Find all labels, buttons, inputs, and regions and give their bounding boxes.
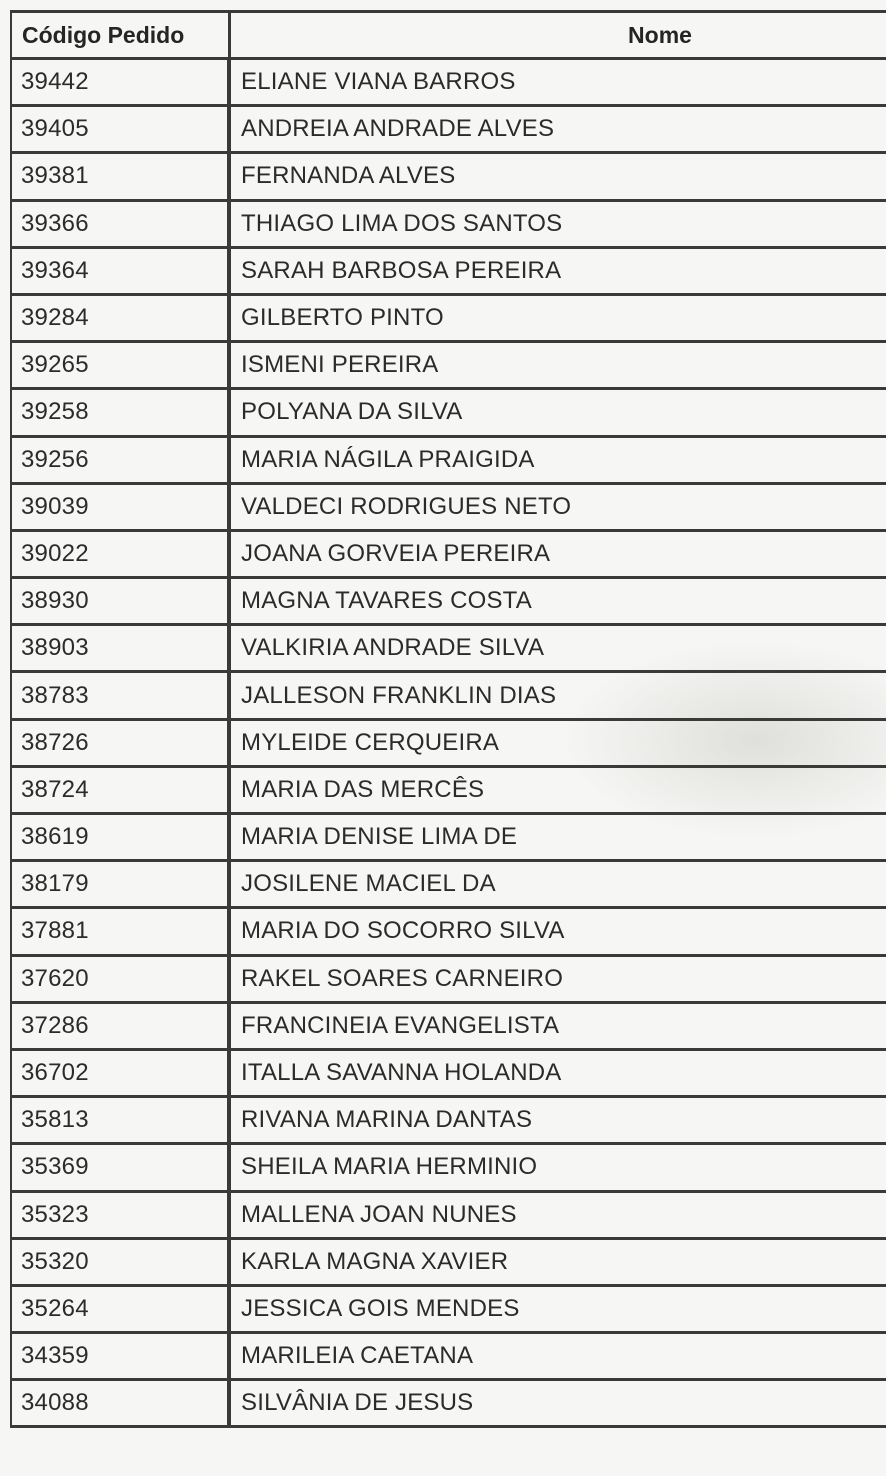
customer-name-cell: MARIA DO SOCORRO SILVA [229,908,886,955]
table-row [11,530,886,577]
customer-name-cell: JESSICA GOIS MENDES [229,1285,886,1332]
order-code-cell: 39284 [11,294,229,341]
table-row [11,672,886,719]
customer-name-cell: JALLESON FRANKLIN DIAS [229,672,886,719]
order-code-cell: 34088 [11,1380,229,1427]
order-code-cell: 37881 [11,908,229,955]
customer-name-cell: JOANA GORVEIA PEREIRA [229,530,886,577]
order-code-cell: 39442 [11,59,229,106]
order-code-cell: 39039 [11,483,229,530]
table-row [11,436,886,483]
table-body [11,59,886,1427]
customer-name-cell: FERNANDA ALVES [229,153,886,200]
table-row [11,719,886,766]
order-code-cell: 37286 [11,1002,229,1049]
order-code-cell: 39381 [11,153,229,200]
table-row [11,861,886,908]
customer-name-cell: POLYANA DA SILVA [229,389,886,436]
header-order-code: Código Pedido [11,12,229,59]
table-row [11,1380,886,1427]
customer-name-cell: MARILEIA CAETANA [229,1333,886,1380]
table-row [11,814,886,861]
customer-name-cell: SARAH BARBOSA PEREIRA [229,247,886,294]
table-row [11,1285,886,1332]
customer-name-cell: MALLENA JOAN NUNES [229,1191,886,1238]
order-code-cell: 35813 [11,1097,229,1144]
customer-name-cell: MYLEIDE CERQUEIRA [229,719,886,766]
customer-name-cell: VALDECI RODRIGUES NETO [229,483,886,530]
table-row [11,578,886,625]
customer-name-cell: FRANCINEIA EVANGELISTA [229,1002,886,1049]
customer-name-cell: RAKEL SOARES CARNEIRO [229,955,886,1002]
orders-table [10,10,886,1428]
table-row [11,106,886,153]
customer-name-cell: ITALLA SAVANNA HOLANDA [229,1049,886,1096]
customer-name-cell: MARIA NÁGILA PRAIGIDA [229,436,886,483]
order-code-cell: 35369 [11,1144,229,1191]
order-code-cell: 38619 [11,814,229,861]
customer-name-cell: ANDREIA ANDRADE ALVES [229,106,886,153]
customer-name-cell: GILBERTO PINTO [229,294,886,341]
order-code-cell: 39364 [11,247,229,294]
table-row [11,294,886,341]
customer-name-cell: MAGNA TAVARES COSTA [229,578,886,625]
order-code-cell: 36702 [11,1049,229,1096]
customer-name-cell: JOSILENE MACIEL DA [229,861,886,908]
order-code-cell: 39366 [11,200,229,247]
table-row [11,1002,886,1049]
order-code-cell: 38903 [11,625,229,672]
table-row [11,766,886,813]
order-code-cell: 39256 [11,436,229,483]
header-row [11,12,886,59]
table-row [11,625,886,672]
header-name: Nome [229,12,886,59]
table-row [11,342,886,389]
order-code-cell: 38930 [11,578,229,625]
table-row [11,389,886,436]
customer-name-cell: ISMENI PEREIRA [229,342,886,389]
customer-name-cell: SILVÂNIA DE JESUS [229,1380,886,1427]
order-code-cell: 34359 [11,1333,229,1380]
table-row [11,1097,886,1144]
order-code-cell: 38783 [11,672,229,719]
table-row [11,1238,886,1285]
order-code-cell: 38724 [11,766,229,813]
order-code-cell: 39405 [11,106,229,153]
customer-name-cell: MARIA DENISE LIMA DE [229,814,886,861]
customer-name-cell: ELIANE VIANA BARROS [229,59,886,106]
order-code-cell: 39022 [11,530,229,577]
order-code-cell: 35323 [11,1191,229,1238]
order-code-cell: 35264 [11,1285,229,1332]
customer-name-cell: KARLA MAGNA XAVIER [229,1238,886,1285]
table-row [11,483,886,530]
table-row [11,1191,886,1238]
order-code-cell: 39265 [11,342,229,389]
table-row [11,1144,886,1191]
table-row [11,247,886,294]
order-code-cell: 38179 [11,861,229,908]
order-code-cell: 38726 [11,719,229,766]
table-row [11,1333,886,1380]
customer-name-cell: THIAGO LIMA DOS SANTOS [229,200,886,247]
customer-name-cell: VALKIRIA ANDRADE SILVA [229,625,886,672]
table-row [11,59,886,106]
order-code-cell: 39258 [11,389,229,436]
customer-name-cell: SHEILA MARIA HERMINIO [229,1144,886,1191]
table-row [11,908,886,955]
customer-name-cell: MARIA DAS MERCÊS [229,766,886,813]
table-row [11,955,886,1002]
table-row [11,1049,886,1096]
order-code-cell: 37620 [11,955,229,1002]
table-row [11,153,886,200]
customer-name-cell: RIVANA MARINA DANTAS [229,1097,886,1144]
order-code-cell: 35320 [11,1238,229,1285]
table-header [11,12,886,59]
table-row [11,200,886,247]
